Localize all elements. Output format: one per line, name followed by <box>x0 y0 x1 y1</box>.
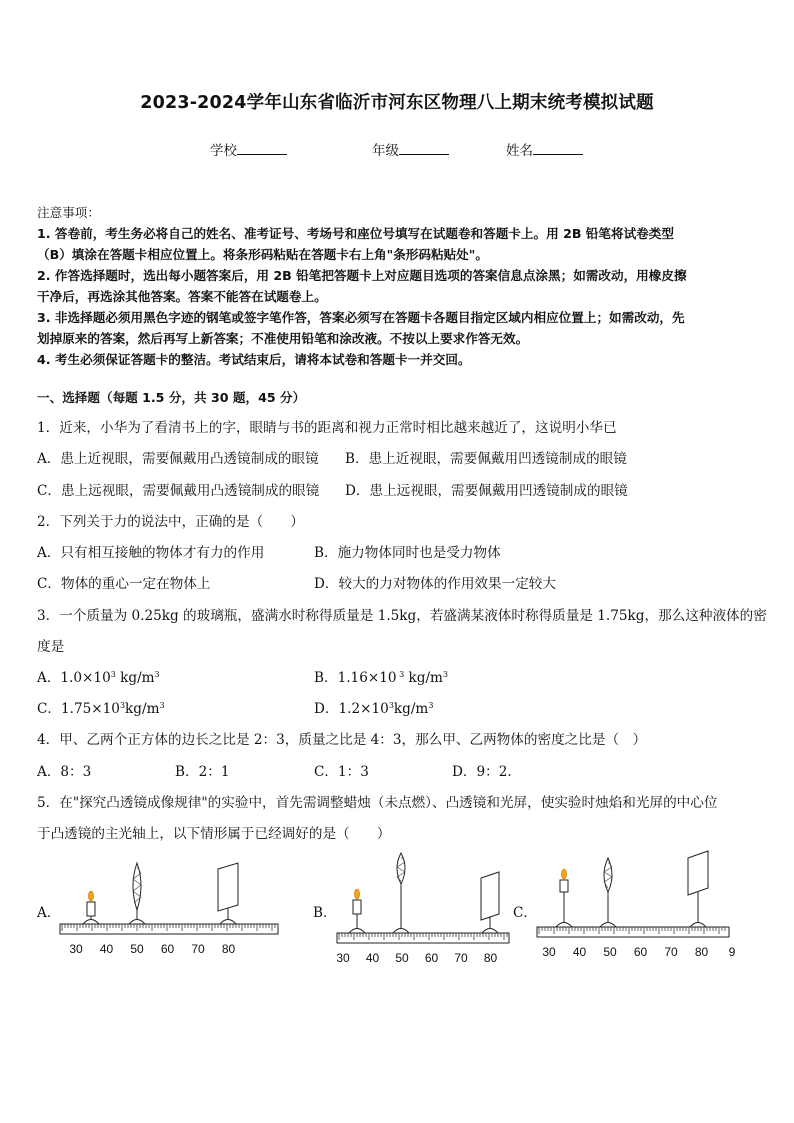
q2-option-b: B．施力物体同时也是受力物体 <box>314 545 501 561</box>
school-label: 学校 <box>210 143 237 159</box>
ruler-labels <box>336 951 497 965</box>
notice-line: （B）填涂在答题卡相应位置上。将条形码粘贴在答题卡右上角"条形码粘贴处"。 <box>37 247 488 262</box>
q4-option-c: C．1：3 <box>314 764 369 780</box>
ruler-label: 40 <box>99 942 114 956</box>
ruler-label: 80 <box>483 951 498 965</box>
q1-option-c: C．患上远视眼，需要佩戴用凸透镜制成的眼镜 <box>37 483 320 499</box>
notice-line: 干净后，再选涂其他答案。答案不能答在试题卷上。 <box>37 289 327 304</box>
notice-line: 划掉原来的答案，然后再写上新答案；不准使用铅笔和涂改液。不按以上要求作答无效。 <box>37 331 529 346</box>
optical-bench-figure-c <box>535 848 735 970</box>
grade-field <box>372 139 449 159</box>
q1-option-a: A．患上近视眼，需要佩戴用凸透镜制成的眼镜 <box>37 451 319 467</box>
q5-option-c: C． <box>513 905 537 921</box>
q2-option-a: A．只有相互接触的物体才有力的作用 <box>37 545 265 561</box>
ruler-label: 30 <box>336 951 350 965</box>
notice-line: 3. 非选择题必须用黑色字迹的钢笔或签字笔作答，答案必须写在答题卡各题目指定区域内相应位置上；如需改动，先 <box>37 310 685 325</box>
grade-label: 年级 <box>372 143 399 159</box>
convex-lens <box>600 858 616 927</box>
ruler-label: 70 <box>664 945 678 959</box>
ruler-label: 50 <box>130 942 144 956</box>
notice-line: 2. 作答选择题时，选出每小题答案后，用 2B 铅笔把答题卡上对应题目选项的答案信息点涂黑；如需改动，用橡皮擦 <box>37 268 687 283</box>
candle <box>349 889 365 933</box>
ruler-label: 60 <box>160 942 175 956</box>
ruler-labels <box>542 945 735 959</box>
screen <box>481 872 499 933</box>
q3-stem-cont: 度是 <box>37 639 65 655</box>
candle <box>83 891 99 924</box>
school-blank <box>237 142 287 155</box>
page-title: 2023-2024学年山东省临沂市河东区物理八上期末统考模拟试题 <box>140 93 654 113</box>
ruler-label: 60 <box>633 945 648 959</box>
ruler <box>60 924 278 934</box>
q3-stem: 3．一个质量为 0.25kg 的玻璃瓶，盛满水时称得质量是 1.5kg，若盛满某液体时称得质量是 1.75kg，那么这种液体的密 <box>37 608 767 624</box>
q2-option-c: C．物体的重心一定在物体上 <box>37 576 211 592</box>
ruler-label: 40 <box>365 951 380 965</box>
ruler-label: 30 <box>69 942 83 956</box>
ruler-label: 80 <box>221 942 236 956</box>
notice-line: 4. 考生必须保证答题卡的整洁。考试结束后，请将本试卷和答题卡一并交回。 <box>37 352 471 367</box>
ruler-label: 40 <box>572 945 587 959</box>
ruler-label: 70 <box>454 951 468 965</box>
ruler <box>537 927 729 937</box>
q3-option-a: A．$1.0\times 10^3$ $kg/m^3$ <box>37 670 160 686</box>
name-field <box>506 139 583 159</box>
name-label: 姓名 <box>506 143 533 159</box>
q5-stem-cont: 于凸透镜的主光轴上，以下情形属于已经调好的是（ ） <box>37 826 391 842</box>
q5-option-b: B． <box>313 905 337 921</box>
q1-option-d: D．患上远视眼，需要佩戴用凹透镜制成的眼镜 <box>345 483 628 499</box>
convex-lens <box>393 853 409 933</box>
q1-option-b: B．患上近视眼，需要佩戴用凹透镜制成的眼镜 <box>345 451 627 467</box>
q3-option-c: C．$1.75\times 10^3kg/m^3$ <box>37 701 165 717</box>
screen <box>688 851 708 927</box>
q4-option-d: D．9：2. <box>452 764 512 780</box>
ruler-label: 70 <box>191 942 205 956</box>
ruler-label: 80 <box>694 945 709 959</box>
ruler-label: 50 <box>603 945 617 959</box>
q4-option-a: A．8：3 <box>37 764 92 780</box>
ruler-label: 50 <box>395 951 409 965</box>
notice-heading: 注意事项： <box>37 205 100 220</box>
screen <box>218 863 238 924</box>
candle <box>556 869 572 927</box>
q2-option-d: D．较大的力对物体的作用效果一定较大 <box>314 576 556 592</box>
q1-stem: 1．近来，小华为了看清书上的字，眼睛与书的距离和视力正常时相比越来越近了，这说明小华已 <box>37 420 617 436</box>
optical-bench-figure-a <box>58 855 283 960</box>
ruler-label: 60 <box>424 951 439 965</box>
ruler <box>337 933 509 943</box>
q2-stem: 2．下列关于力的说法中，正确的是（ ） <box>37 514 304 530</box>
grade-blank <box>399 142 449 155</box>
q4-option-b: B．2：1 <box>175 764 230 780</box>
notice-line: 1. 答卷前，考生务必将自己的姓名、准考证号、考场号和座位号填写在试题卷和答题卡上。用 2B 铅笔将试卷类型 <box>37 226 674 241</box>
q5-stem: 5．在"探究凸透镜成像规律"的实验中，首先需调整蜡烛（未点燃）、凸透镜和光屏，使实验时烛焰和光屏的中心位 <box>37 795 718 811</box>
optical-bench-figure-b <box>335 848 515 970</box>
q5-option-a: A． <box>37 905 61 921</box>
convex-lens <box>129 863 145 924</box>
school-field <box>210 139 287 159</box>
ruler-label: 9 <box>728 945 735 959</box>
section-heading: 一、选择题（每题 1.5 分，共 30 题，45 分） <box>37 390 306 405</box>
ruler-label: 30 <box>542 945 556 959</box>
q3-option-d: D．$1.2\times 10^3kg/m^3$ <box>314 701 434 717</box>
ruler-labels <box>69 942 235 956</box>
name-blank <box>533 142 583 155</box>
q3-option-b: B．1.16×10 $^3$ $kg/m^3$ <box>314 670 449 686</box>
q4-stem: 4．甲、乙两个正方体的边长之比是 2：3，质量之比是 4：3，那么甲、乙两物体的密度之比是（ ） <box>37 732 647 748</box>
